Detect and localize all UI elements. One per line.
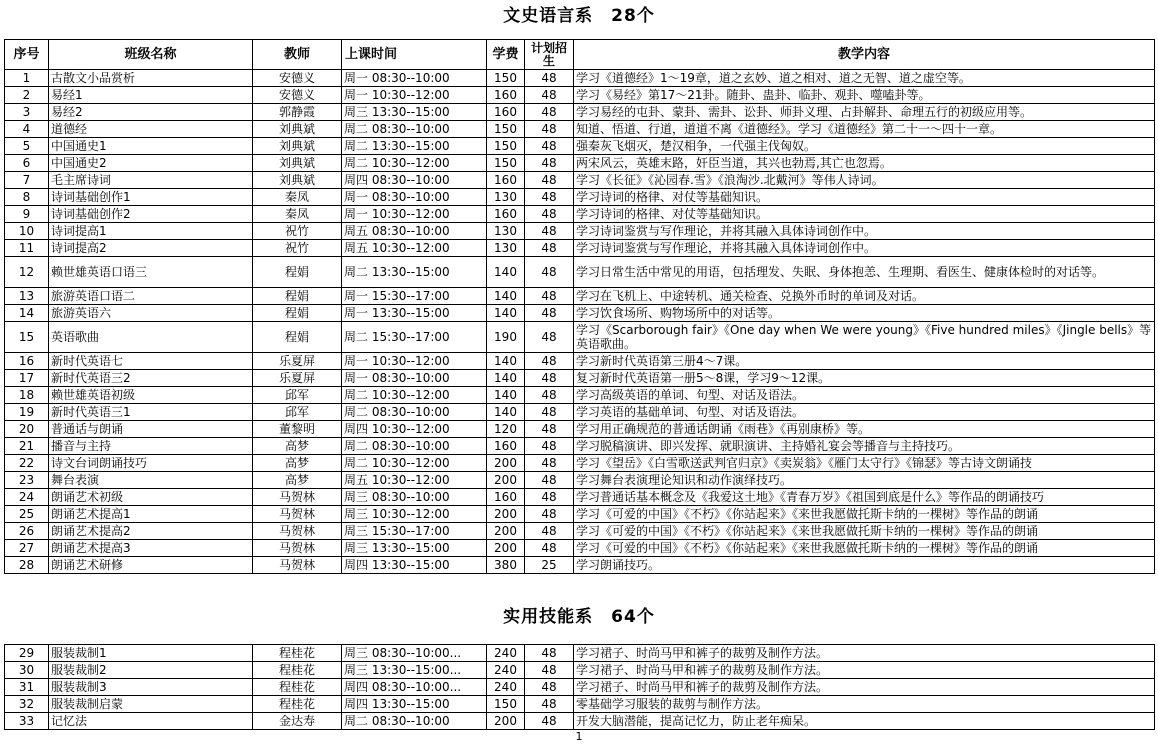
page-number: 1: [575, 730, 583, 743]
class-name: 古散文小品赏析: [49, 70, 253, 87]
tuition-fee: 190: [487, 322, 525, 353]
table-row: [5, 370, 1155, 387]
teacher-name: 邱军: [253, 404, 342, 421]
tuition-fee: 140: [487, 288, 525, 305]
tuition-fee: 160: [487, 104, 525, 121]
class-name: 记忆法: [49, 713, 253, 730]
planned-enrollment: 48: [525, 404, 574, 421]
table-row: [5, 387, 1155, 404]
tuition-fee: 160: [487, 206, 525, 223]
class-time: 周一 13:30--15:00: [342, 305, 487, 322]
class-name: 诗文台词朗诵技巧: [49, 455, 253, 472]
class-time: 周四 10:30--12:00: [342, 421, 487, 438]
course-table-literature: [4, 39, 1155, 574]
teaching-content: 学习易经的屯卦、蒙卦、需卦、讼卦、师卦义理、占卦解卦、命理五行的初级应用等。: [574, 104, 1155, 121]
class-name: 服装裁制3: [49, 679, 253, 696]
planned-enrollment: 48: [525, 370, 574, 387]
planned-enrollment: 48: [525, 288, 574, 305]
class-time: 周一 08:30--10:00: [342, 189, 487, 206]
class-time: 周五 08:30--10:00: [342, 223, 487, 240]
tuition-fee: 160: [487, 87, 525, 104]
planned-enrollment: 48: [525, 138, 574, 155]
tuition-fee: 130: [487, 189, 525, 206]
table-row: [5, 645, 1155, 662]
row-number: 14: [5, 305, 49, 322]
header-content: 教学内容: [574, 40, 1155, 70]
planned-enrollment: 48: [525, 121, 574, 138]
planned-enrollment: 48: [525, 87, 574, 104]
class-name: 诗词提高1: [49, 223, 253, 240]
table-row: [5, 305, 1155, 322]
class-name: 赖世雄英语初级: [49, 387, 253, 404]
teaching-content: 开发大脑潜能，提高记忆力，防止老年痴呆。: [574, 713, 1155, 730]
class-time: 周二 13:30--15:00: [342, 138, 487, 155]
tuition-fee: 200: [487, 506, 525, 523]
row-number: 29: [5, 645, 49, 662]
planned-enrollment: 48: [525, 155, 574, 172]
table-header-row: [5, 40, 1155, 70]
teaching-content: 学习日常生活中常见的用语，包括理发、失眠、身体抱恙、生理期、看医生、健康体检时的对话等。: [574, 257, 1155, 288]
row-number: 6: [5, 155, 49, 172]
class-time: 周三 13:30--15:00...: [342, 662, 487, 679]
teacher-name: 秦凤: [253, 206, 342, 223]
table-row: [5, 506, 1155, 523]
teacher-name: 马贺林: [253, 506, 342, 523]
class-time: 周二 10:30--12:00: [342, 155, 487, 172]
table-row: [5, 288, 1155, 305]
tuition-fee: 140: [487, 305, 525, 322]
table-row: [5, 455, 1155, 472]
teacher-name: 程娟: [253, 305, 342, 322]
row-number: 20: [5, 421, 49, 438]
class-time: 周四 08:30--10:00...: [342, 679, 487, 696]
table-row: [5, 138, 1155, 155]
class-time: 周二 13:30--15:00: [342, 257, 487, 288]
teacher-name: 安德义: [253, 87, 342, 104]
class-name: 舞台表演: [49, 472, 253, 489]
class-name: 毛主席诗词: [49, 172, 253, 189]
tuition-fee: 240: [487, 662, 525, 679]
teacher-name: 安德义: [253, 70, 342, 87]
table-row: [5, 257, 1155, 288]
planned-enrollment: 48: [525, 455, 574, 472]
row-number: 10: [5, 223, 49, 240]
tuition-fee: 140: [487, 353, 525, 370]
planned-enrollment: 48: [525, 257, 574, 288]
table-row: [5, 70, 1155, 87]
class-name: 朗诵艺术提高1: [49, 506, 253, 523]
teacher-name: 高梦: [253, 438, 342, 455]
row-number: 31: [5, 679, 49, 696]
teacher-name: 刘典斌: [253, 172, 342, 189]
tuition-fee: 120: [487, 421, 525, 438]
class-time: 周三 15:30--17:00: [342, 523, 487, 540]
tuition-fee: 380: [487, 557, 525, 574]
class-time: 周五 10:30--12:00: [342, 472, 487, 489]
tuition-fee: 240: [487, 645, 525, 662]
class-name: 旅游英语口语二: [49, 288, 253, 305]
teacher-name: 董黎明: [253, 421, 342, 438]
planned-enrollment: 48: [525, 322, 574, 353]
table-row: [5, 523, 1155, 540]
teaching-content: 学习诗词鉴赏与写作理论，并将其融入具体诗词创作中。: [574, 223, 1155, 240]
class-time: 周三 13:30--15:00: [342, 104, 487, 121]
tuition-fee: 140: [487, 370, 525, 387]
planned-enrollment: 48: [525, 438, 574, 455]
teaching-content: 两宋风云，英雄末路，奸臣当道，其兴也勃焉,其亡也忽焉。: [574, 155, 1155, 172]
teaching-content: 零基础学习服装的裁剪与制作方法。: [574, 696, 1155, 713]
row-number: 9: [5, 206, 49, 223]
teaching-content: 学习裙子、时尚马甲和裤子的裁剪及制作方法。: [574, 679, 1155, 696]
class-time: 周二 08:30--10:00: [342, 121, 487, 138]
class-name: 普通话与朗诵: [49, 421, 253, 438]
table-row: [5, 540, 1155, 557]
teacher-name: 邱军: [253, 387, 342, 404]
planned-enrollment: 48: [525, 662, 574, 679]
planned-enrollment: 48: [525, 353, 574, 370]
teacher-name: 程桂花: [253, 645, 342, 662]
tuition-fee: 160: [487, 172, 525, 189]
class-name: 播音与主持: [49, 438, 253, 455]
table-row: [5, 240, 1155, 257]
class-name: 新时代英语三2: [49, 370, 253, 387]
class-time: 周三 10:30--12:00: [342, 506, 487, 523]
table-row: [5, 662, 1155, 679]
teacher-name: 祝竹: [253, 240, 342, 257]
teacher-name: 祝竹: [253, 223, 342, 240]
planned-enrollment: 48: [525, 523, 574, 540]
row-number: 25: [5, 506, 49, 523]
teacher-name: 乐夏屏: [253, 353, 342, 370]
teaching-content: 学习英语的基础单词、句型、对话及语法。: [574, 404, 1155, 421]
class-time: 周二 10:30--12:00: [342, 387, 487, 404]
row-number: 22: [5, 455, 49, 472]
teacher-name: 马贺林: [253, 557, 342, 574]
teacher-name: 刘典斌: [253, 121, 342, 138]
planned-enrollment: 48: [525, 223, 574, 240]
planned-enrollment: 48: [525, 421, 574, 438]
table-row: [5, 172, 1155, 189]
teaching-content: 复习新时代英语第一册5～8课，学习9～12课。: [574, 370, 1155, 387]
planned-enrollment: 48: [525, 645, 574, 662]
tuition-fee: 160: [487, 489, 525, 506]
class-name: 易经2: [49, 104, 253, 121]
row-number: 3: [5, 104, 49, 121]
row-number: 11: [5, 240, 49, 257]
teacher-name: 程娟: [253, 257, 342, 288]
teaching-content: 学习《道德经》1～19章，道之玄妙、道之相对、道之无智、道之虚空等。: [574, 70, 1155, 87]
row-number: 2: [5, 87, 49, 104]
class-time: 周二 08:30--10:00: [342, 404, 487, 421]
tuition-fee: 200: [487, 523, 525, 540]
class-time: 周一 08:30--10:00: [342, 70, 487, 87]
row-number: 30: [5, 662, 49, 679]
teaching-content: 学习《长征》《沁园春.雪》《浪淘沙.北戴河》等伟人诗词。: [574, 172, 1155, 189]
teacher-name: 程桂花: [253, 696, 342, 713]
class-time: 周三 08:30--10:00: [342, 489, 487, 506]
tuition-fee: 140: [487, 257, 525, 288]
row-number: 28: [5, 557, 49, 574]
planned-enrollment: 48: [525, 189, 574, 206]
header-teacher: 教师: [253, 40, 342, 70]
class-time: 周一 15:30--17:00: [342, 288, 487, 305]
row-number: 19: [5, 404, 49, 421]
row-number: 4: [5, 121, 49, 138]
header-class-name: 班级名称: [49, 40, 253, 70]
planned-enrollment: 48: [525, 305, 574, 322]
teacher-name: 乐夏屏: [253, 370, 342, 387]
tuition-fee: 150: [487, 70, 525, 87]
class-name: 服装裁制2: [49, 662, 253, 679]
teaching-content: 学习诗词鉴赏与写作理论，并将其融入具体诗词创作中。: [574, 240, 1155, 257]
row-number: 33: [5, 713, 49, 730]
teaching-content: 学习裙子、时尚马甲和裤子的裁剪及制作方法。: [574, 662, 1155, 679]
tuition-fee: 200: [487, 455, 525, 472]
table-row: [5, 223, 1155, 240]
teacher-name: 郭静霞: [253, 104, 342, 121]
teaching-content: 学习《可爱的中国》《不朽》《你站起来》《来世我愿做托斯卡纳的一棵树》等作品的朗诵: [574, 523, 1155, 540]
teaching-content: 学习《Scarborough fair》《One day when We were young》《Five hundred miles》《Jingle bells》等英语歌曲。: [574, 322, 1155, 353]
header-time: 上课时间: [342, 40, 487, 70]
class-name: 赖世雄英语口语三: [49, 257, 253, 288]
teacher-name: 秦凤: [253, 189, 342, 206]
class-time: 周三 08:30--10:00...: [342, 645, 487, 662]
class-name: 服装裁制1: [49, 645, 253, 662]
teaching-content: 学习诗词的格律、对仗等基础知识。: [574, 189, 1155, 206]
teacher-name: 马贺林: [253, 523, 342, 540]
row-number: 1: [5, 70, 49, 87]
class-time: 周五 10:30--12:00: [342, 240, 487, 257]
row-number: 24: [5, 489, 49, 506]
row-number: 23: [5, 472, 49, 489]
class-time: 周四 13:30--15:00: [342, 557, 487, 574]
class-name: 中国通史2: [49, 155, 253, 172]
table-row: [5, 322, 1155, 353]
teaching-content: 学习新时代英语第三册4～7课。: [574, 353, 1155, 370]
row-number: 32: [5, 696, 49, 713]
planned-enrollment: 48: [525, 489, 574, 506]
row-number: 8: [5, 189, 49, 206]
class-name: 朗诵艺术初级: [49, 489, 253, 506]
tuition-fee: 150: [487, 121, 525, 138]
row-number: 21: [5, 438, 49, 455]
table-row: [5, 206, 1155, 223]
section-title-literature: 文史语言系 28个: [503, 6, 655, 26]
row-number: 26: [5, 523, 49, 540]
table-row: [5, 421, 1155, 438]
class-name: 朗诵艺术提高3: [49, 540, 253, 557]
planned-enrollment: 48: [525, 472, 574, 489]
teaching-content: 学习舞台表演理论知识和动作演绎技巧。: [574, 472, 1155, 489]
teacher-name: 程娟: [253, 322, 342, 353]
teacher-name: 马贺林: [253, 540, 342, 557]
teaching-content: 学习《可爱的中国》《不朽》《你站起来》《来世我愿做托斯卡纳的一棵树》等作品的朗诵: [574, 506, 1155, 523]
table-row: [5, 404, 1155, 421]
class-time: 周二 10:30--12:00: [342, 455, 487, 472]
class-name: 诗词基础创作1: [49, 189, 253, 206]
class-name: 旅游英语六: [49, 305, 253, 322]
table-row: [5, 189, 1155, 206]
tuition-fee: 130: [487, 223, 525, 240]
planned-enrollment: 48: [525, 206, 574, 223]
class-name: 诗词提高2: [49, 240, 253, 257]
row-number: 27: [5, 540, 49, 557]
tuition-fee: 200: [487, 540, 525, 557]
teaching-content: 学习《易经》第17～21卦。随卦、蛊卦、临卦、观卦、噬嗑卦等。: [574, 87, 1155, 104]
tuition-fee: 200: [487, 713, 525, 730]
class-time: 周三 13:30--15:00: [342, 540, 487, 557]
planned-enrollment: 48: [525, 696, 574, 713]
teaching-content: 学习脱稿演讲、即兴发挥、就职演讲、主持婚礼宴会等播音与主持技巧。: [574, 438, 1155, 455]
teacher-name: 程桂花: [253, 679, 342, 696]
planned-enrollment: 48: [525, 172, 574, 189]
class-time: 周二 15:30--17:00: [342, 322, 487, 353]
class-name: 诗词基础创作2: [49, 206, 253, 223]
teaching-content: 学习普通话基本概念及《我爱这土地》《青春万岁》《祖国到底是什么》等作品的朗诵技巧: [574, 489, 1155, 506]
class-name: 朗诵艺术研修: [49, 557, 253, 574]
teaching-content: 学习诗词的格律、对仗等基础知识。: [574, 206, 1155, 223]
row-number: 16: [5, 353, 49, 370]
class-name: 服装裁制启蒙: [49, 696, 253, 713]
teacher-name: 金达寿: [253, 713, 342, 730]
table-row: [5, 713, 1155, 730]
planned-enrollment: 48: [525, 540, 574, 557]
class-time: 周四 08:30--10:00: [342, 172, 487, 189]
header-plan: 计划招生: [525, 40, 574, 70]
tuition-fee: 150: [487, 155, 525, 172]
teacher-name: 程桂花: [253, 662, 342, 679]
class-name: 中国通史1: [49, 138, 253, 155]
header-no: 序号: [5, 40, 49, 70]
table-row: [5, 696, 1155, 713]
table-row: [5, 438, 1155, 455]
tuition-fee: 200: [487, 472, 525, 489]
table-row: [5, 353, 1155, 370]
teaching-content: 知道、悟道、行道，道道不离《道德经》。学习《道德经》第二十一～四十一章。: [574, 121, 1155, 138]
tuition-fee: 240: [487, 679, 525, 696]
class-time: 周一 08:30--10:00: [342, 370, 487, 387]
table-row: [5, 489, 1155, 506]
teacher-name: 刘典斌: [253, 155, 342, 172]
table-row: [5, 121, 1155, 138]
table-row: [5, 87, 1155, 104]
class-name: 易经1: [49, 87, 253, 104]
teacher-name: 高梦: [253, 455, 342, 472]
planned-enrollment: 25: [525, 557, 574, 574]
tuition-fee: 150: [487, 696, 525, 713]
row-number: 5: [5, 138, 49, 155]
teacher-name: 马贺林: [253, 489, 342, 506]
class-time: 周二 08:30--10:00: [342, 713, 487, 730]
class-time: 周一 10:30--12:00: [342, 353, 487, 370]
class-name: 道德经: [49, 121, 253, 138]
teaching-content: 学习饮食场所、购物场所中的对话等。: [574, 305, 1155, 322]
planned-enrollment: 48: [525, 70, 574, 87]
planned-enrollment: 48: [525, 387, 574, 404]
teaching-content: 学习在飞机上、中途转机、通关检查、兑换外币时的单词及对话。: [574, 288, 1155, 305]
table-row: [5, 104, 1155, 121]
class-name: 新时代英语七: [49, 353, 253, 370]
teaching-content: 强秦灰飞烟灭，楚汉相争，一代强主伐匈奴。: [574, 138, 1155, 155]
teaching-content: 学习裙子、时尚马甲和裤子的裁剪及制作方法。: [574, 645, 1155, 662]
class-name: 朗诵艺术提高2: [49, 523, 253, 540]
row-number: 12: [5, 257, 49, 288]
planned-enrollment: 48: [525, 679, 574, 696]
tuition-fee: 140: [487, 404, 525, 421]
row-number: 17: [5, 370, 49, 387]
tuition-fee: 150: [487, 138, 525, 155]
tuition-fee: 160: [487, 438, 525, 455]
planned-enrollment: 48: [525, 713, 574, 730]
row-number: 18: [5, 387, 49, 404]
class-time: 周一 10:30--12:00: [342, 206, 487, 223]
teacher-name: 刘典斌: [253, 138, 342, 155]
section-title-skills: 实用技能系 64个: [503, 607, 655, 627]
teacher-name: 高梦: [253, 472, 342, 489]
table-row: [5, 155, 1155, 172]
class-name: 新时代英语三1: [49, 404, 253, 421]
tuition-fee: 130: [487, 240, 525, 257]
class-time: 周一 10:30--12:00: [342, 87, 487, 104]
tuition-fee: 140: [487, 387, 525, 404]
teaching-content: 学习《可爱的中国》《不朽》《你站起来》《来世我愿做托斯卡纳的一棵树》等作品的朗诵: [574, 540, 1155, 557]
row-number: 13: [5, 288, 49, 305]
class-time: 周二 08:30--10:00: [342, 438, 487, 455]
table-row: [5, 557, 1155, 574]
class-time: 周四 13:30--15:00: [342, 696, 487, 713]
header-fee: 学费: [487, 40, 525, 70]
teacher-name: 程娟: [253, 288, 342, 305]
teaching-content: 学习朗诵技巧。: [574, 557, 1155, 574]
planned-enrollment: 48: [525, 240, 574, 257]
row-number: 15: [5, 322, 49, 353]
planned-enrollment: 48: [525, 506, 574, 523]
teaching-content: 学习《望岳》《白雪歌送武判官归京》《卖炭翁》《雁门太守行》《锦瑟》等古诗文朗诵技: [574, 455, 1155, 472]
course-table-skills: [4, 644, 1155, 730]
planned-enrollment: 48: [525, 104, 574, 121]
teaching-content: 学习高级英语的单词、句型、对话及语法。: [574, 387, 1155, 404]
teaching-content: 学习用正确规范的普通话朗诵《雨巷》《再别康桥》等。: [574, 421, 1155, 438]
row-number: 7: [5, 172, 49, 189]
table-row: [5, 472, 1155, 489]
class-name: 英语歌曲: [49, 322, 253, 353]
table-row: [5, 679, 1155, 696]
